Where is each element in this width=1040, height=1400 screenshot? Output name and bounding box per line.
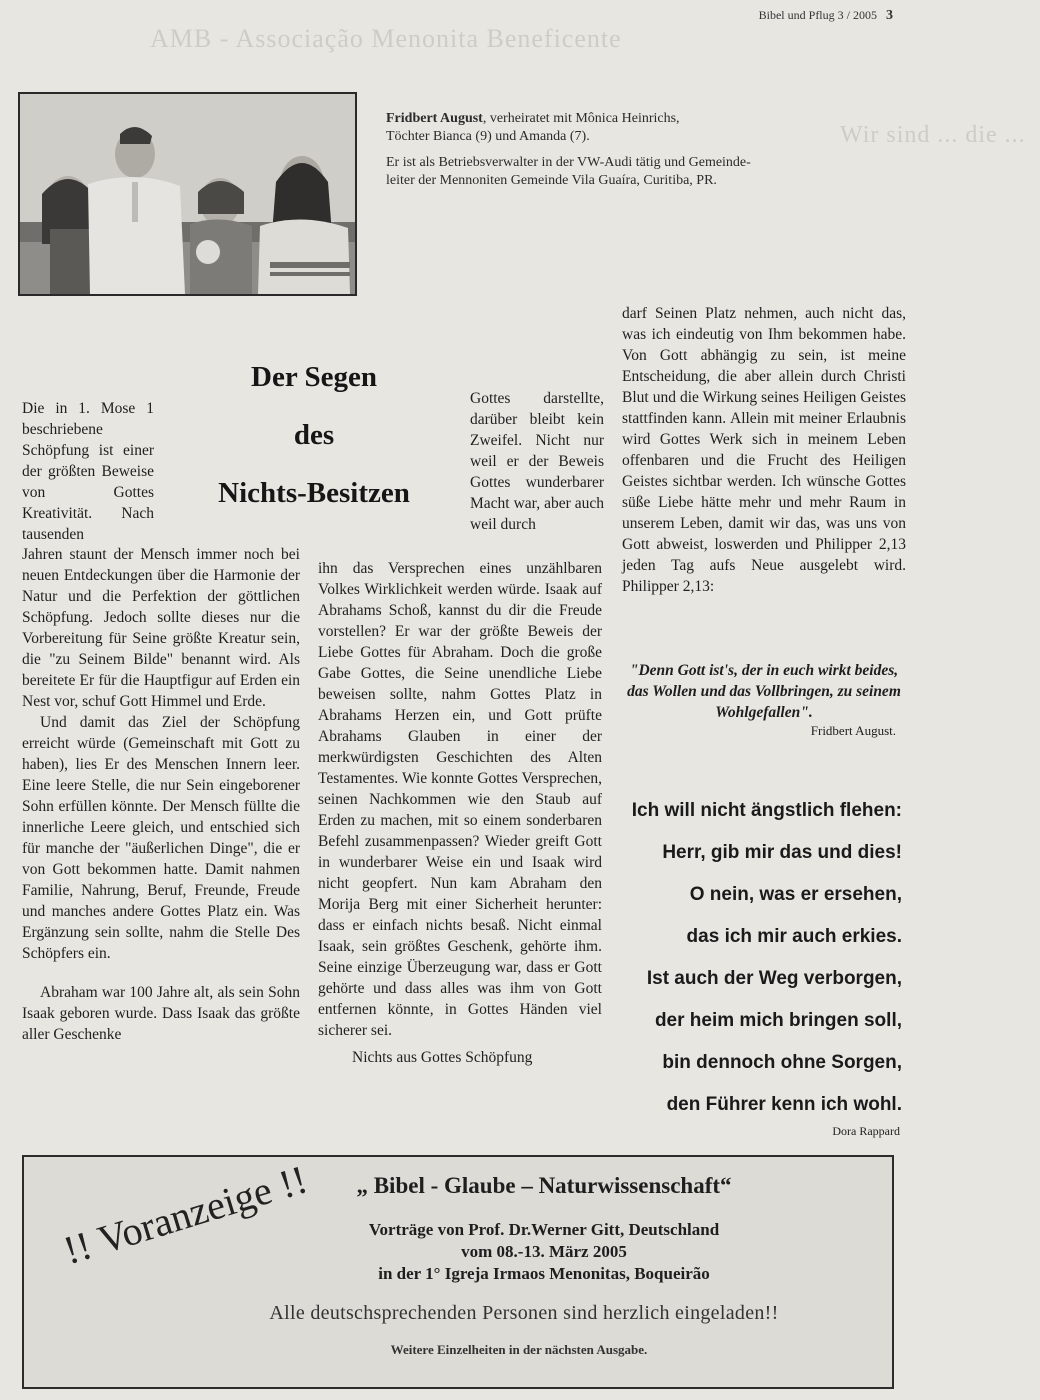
title-line-2: des xyxy=(293,419,335,451)
title-line-1: Der Segen xyxy=(251,361,377,393)
ghost-right-heading: Wir sind ... die ... xyxy=(840,122,1026,148)
caption-family xyxy=(386,110,786,146)
poem-line: O nein, was er ersehen, xyxy=(689,884,902,905)
paragraph: Gottes darstellte, darüber bleibt kein Zweifel. Nicht nur weil er der Beweis Gottes wunderbarer Macht war, aber auch weil durch xyxy=(470,390,604,533)
announcement-title: „ Bibel - Glaube – Naturwissenschaft“ xyxy=(356,1173,732,1198)
issue-number: 3 / 2005 xyxy=(837,8,877,22)
poem xyxy=(610,790,902,1126)
column-2-top xyxy=(470,388,604,535)
announcement-invitation: Alle deutschsprechenden Personen sind herzlich eingeladen!! xyxy=(269,1302,779,1324)
article-author: Fridbert August. xyxy=(810,723,896,738)
poem-author: Dora Rappard xyxy=(832,1124,900,1138)
caption-job xyxy=(386,154,786,190)
announcement-more-info: Weitere Einzelheiten in der nächsten Ausgabe. xyxy=(390,1342,648,1357)
announcement-speaker: Vorträge von Prof. Dr.Werner Gitt, Deutschland xyxy=(368,1220,720,1239)
running-head xyxy=(759,8,893,24)
family-photo xyxy=(18,92,357,296)
paragraph: Und damit das Ziel der Schöpfung erreicht würde (Gemeinschaft mit Gott zu haben), lies Er des Menschen Innern leer. Eine leere Stelle, die nur Sein eingeborener Sohn erfüllen könnte. Der Mensch füllte die innerliche Leere gleich, und entschied sich für manche der "äußerlichen Dinge", die er von Gott bekommen hatte. Damit nahmen Familie, Nahrung, Beruf, Freunde, Freude und manches andere Gottes Platz ein. Was Ergänzung sein sollte, nahm die Stelle Des Schöpfers ein. xyxy=(22,714,300,962)
paragraph: Nichts aus Gottes Schöpfung xyxy=(352,1049,533,1066)
paragraph: Abraham war 100 Jahre alt, als sein Sohn Isaak geboren wurde. Dass Isaak das größte aller Geschenke xyxy=(22,984,300,1043)
column-1-top xyxy=(22,398,154,545)
preannouncement-stamp: !! Voranzeige !! xyxy=(58,1156,313,1273)
column-2-body xyxy=(318,558,602,1068)
poem-line: bin dennoch ohne Sorgen, xyxy=(662,1052,902,1073)
column-3-body xyxy=(622,303,906,597)
magazine-name: Bibel und Pflug xyxy=(758,8,835,22)
page-number: 3 xyxy=(886,8,893,23)
poem-line: der heim mich bringen soll, xyxy=(654,1010,902,1031)
paragraph: Die in 1. Mose 1 beschriebene Schöpfung ist einer der größten Beweise von Gottes Kreativität. Nach tausenden xyxy=(22,400,154,543)
poem-line: den Führer kenn ich wohl. xyxy=(666,1094,902,1115)
caption-line4: leiter der Mennoniten Gemeinde Vila Guaíra, Curitiba, PR. xyxy=(386,173,717,188)
poem-line: Ich will nicht ängstlich flehen: xyxy=(631,800,902,821)
article-title xyxy=(196,348,432,522)
paragraph: darf Seinen Platz nehmen, auch nicht das, was ich eindeutig von Ihm bekommen habe. Von Gott abhängig zu sein, ist meine Entscheidung, die aber allein durch Christi Blut und die Wirkung seines Heiligen Geistes stattfinden kann. Allein mit meiner Erlaubnis wird Gottes Werk sich in meinem Leben offenbaren und die Frucht des Heiligen Geistes sichtbar werden. Ich wünsche Gottes süße Liebe hätte mehr und mehr Raum in unserem Leben, damit wir das, was uns von Gott abweist, loswerden und Philipper 2,13 jeden Tag aufs Neue ausgelebt wird. Philipper 2,13: xyxy=(622,305,906,595)
caption-name: Fridbert August xyxy=(386,111,483,126)
paragraph: Jahren staunt der Mensch immer noch bei neuen Entdeckungen über die Harmonie der Natur und die Perfektion der göttlichen Schöpfung. Jedoch sollte dieses nur die Vorbereitung für Seine größte Kreatur sein, die "zu Seinem Bilde" benannt wird. Als bereitete Er für die Hauptfigur auf Erden ein Nest vor, schuf Gott Himmel und Erde. xyxy=(22,546,300,710)
bible-quote: "Denn Gott ist's, der in euch wirkt beides, das Wollen und das Vollbringen, zu seinem Wohlgefallen". xyxy=(627,662,901,721)
caption-line1: , verheiratet mit Mônica Heinrichs, xyxy=(482,111,680,126)
poem-line: das ich mir auch erkies. xyxy=(686,926,902,947)
announcement-dates: vom 08.-13. März 2005 xyxy=(461,1242,627,1261)
caption-line3: Er ist als Betriebsverwalter in der VW-Audi tätig und Gemeinde- xyxy=(386,155,751,170)
caption-line2: Töchter Bianca (9) und Amanda (7). xyxy=(386,129,590,144)
ghost-heading: AMB - Associação Menonita Beneficente xyxy=(150,24,622,53)
family-photo-illustration xyxy=(20,94,355,294)
column-1-body xyxy=(22,544,300,1045)
poem-line: Ist auch der Weg verborgen, xyxy=(646,968,902,989)
title-line-3: Nichts-Besitzen xyxy=(218,477,410,509)
paragraph: ihn das Versprechen eines unzählbaren Volkes Wirklichkeit werden würde. Isaak auf Abrahams Schoß, kannst du dir die Freude vorstellen? Er war der größte Beweis der Liebe Gottes für Abraham. Doch die große Gabe Gottes, die Seine unendliche Liebe beweisen sollte, nahm Gottes Platz in Abrahams Herzen ein, und Gott prüfte Abrahams Glauben in einer der merkwürdigsten Geschichten des Alten Testamentes. Wie konnte Gottes Versprechen, seinen Nachkommen wie den Staub auf Erden zu machen, mit so einem sonderbaren Befehl zusammenpassen? Wieder greift Gott in wunderbarer Weise ein und Isaak wird nicht geopfert. Nun kam Abraham den Morija Berg mit einer Sicherheit herunter: dass er einfach nichts besaß. Nicht einmal Isaak, sein größtes Geschenk, gehörte ihm. Seine einzige Überzeugung war, dass er Gott gehörte und dass alles was ihm von Gott entfernen könnte, in Gottes Händen viel sicherer sei. xyxy=(318,560,602,1039)
photo-caption xyxy=(386,110,786,198)
announcement-venue: in der 1° Igreja Irmaos Menonitas, Boqueirão xyxy=(378,1264,710,1283)
poem-line: Herr, gib mir das und dies! xyxy=(662,842,902,863)
announcement-box xyxy=(22,1155,894,1389)
